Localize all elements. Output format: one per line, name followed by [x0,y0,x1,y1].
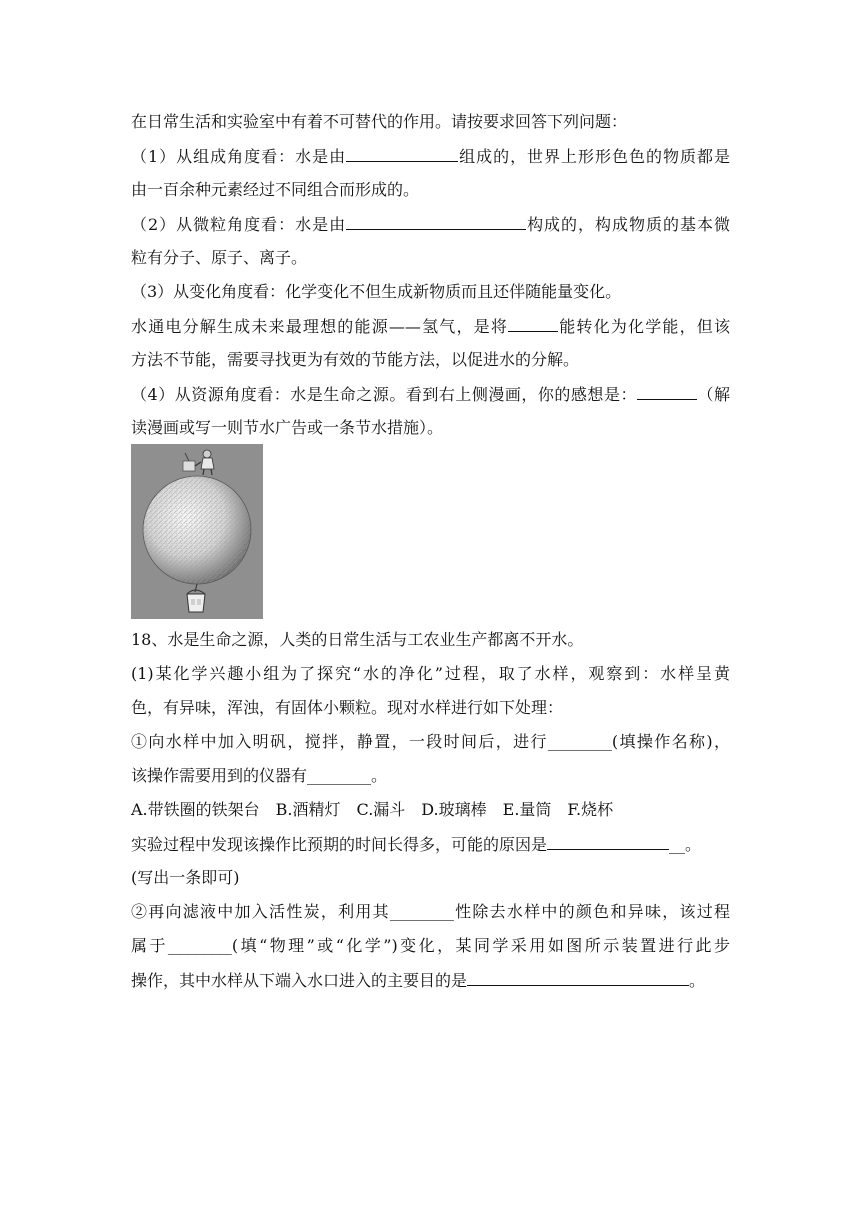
q18-reason-blank[interactable] [547,834,669,850]
q1-answer-blank[interactable] [346,146,458,162]
q18-experiment-line: 实验过程中发现该操作比预期的时间长得多，可能的原因是 __。 [131,835,702,854]
q4-line-1: （4）从资源角度看：水是生命之源。看到右上侧漫画，你的感想是： （解 [131,385,730,404]
q1-line-1: （1）从组成角度看：水是由 组成的，世界上形形色色的物质都是 [131,147,730,166]
option-b: B.酒精灯 [275,800,341,819]
q3-line-2: 水通电分解生成未来最理想的能源——氢气，是将 能转化为化学能，但该 [131,317,730,336]
option-c: C.漏斗 [356,800,406,819]
q3-answer-blank[interactable] [508,316,558,332]
q3-line-1: （3）从变化角度看：化学变化不但生成新物质而且还伴随能量变化。 [131,282,622,301]
intro-line: 在日常生活和实验室中有着不可替代的作用。请按要求回答下列问题： [131,112,628,131]
globe-bucket-cartoon [131,444,263,619]
q2-line-2: 粒有分子、原子、离子。 [131,248,308,267]
q2-line-1: （2）从微粒角度看：水是由 构成的，构成物质的基本微 [131,215,730,234]
q18-note: (写出一条即可) [131,868,240,887]
q18-paragraph-2: 色，有异味，浑浊，有固体小颗粒。现对水样进行如下处理： [131,698,564,717]
option-a: A.带铁圈的铁架台 [131,800,260,819]
q3-line-3: 方法不节能，需要寻找更为有效的节能方法，以促进水的分解。 [131,350,580,369]
q1-line-2: 由一百余种元素经过不同组合而形成的。 [131,180,420,199]
cartoon-globe-image [131,444,263,619]
q18-title: 18、水是生命之源，人类的日常生活与工农业生产都离不开水。 [131,630,584,649]
q2-answer-blank[interactable] [346,214,526,230]
q18-purpose-blank[interactable] [467,970,689,986]
q4-answer-blank[interactable] [637,384,697,400]
q4-line-2: 读漫画或写一则节水广告或一条节水措施）。 [131,418,444,437]
options-row [131,800,613,820]
q18-step2-line-2: 属于________(填“物理”或“化学”)变化，某同学采用如图所示装置进行此步 [131,936,730,955]
q18-step1-line-1: ①向水样中加入明矾，搅拌，静置，一段时间后，进行________(填操作名称)， [131,732,730,751]
q18-step2-line-1: ②再向滤液中加入活性炭，利用其________性除去水样中的颜色和异味，该过程 [131,902,730,921]
option-e: E.量筒 [502,800,552,819]
option-d: D.玻璃棒 [421,800,487,819]
option-f: F.烧杯 [567,800,614,819]
q18-paragraph-1: (1)某化学兴趣小组为了探究“水的净化”过程，取了水样，观察到：水样呈黄 [131,664,730,683]
q18-step1-line-2: 该操作需要用到的仪器有________。 [131,766,388,785]
q18-step2-line-3: 操作，其中水样从下端入水口进入的主要目的是 。 [131,971,706,990]
